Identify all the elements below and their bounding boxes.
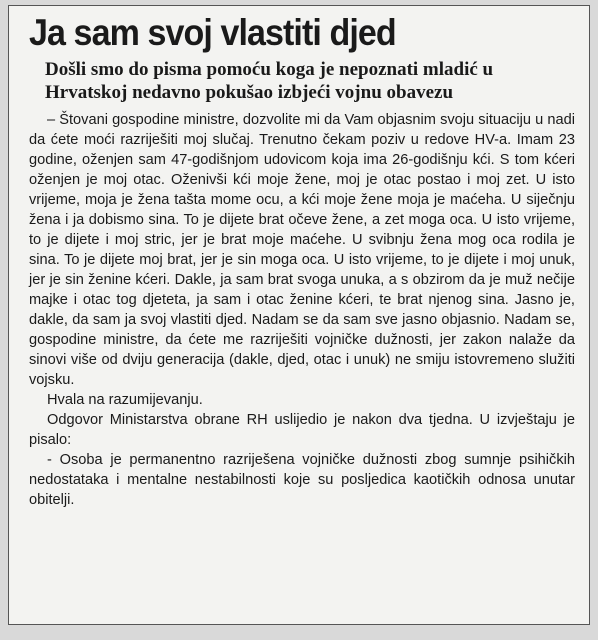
letter-closing: Hvala na razumijevanju. — [47, 392, 203, 408]
article-headline: Ja sam svoj vlastiti djed — [29, 12, 396, 53]
ministry-response-quote: - Osoba je permanentno razriješena vojničke dužnosti zbog sumnje psihičkih nedostataka i mentalne nestabilnosti koje su posljedica kaotičkih odnosa unutar obitelji. — [29, 452, 575, 508]
letter-paragraph: – Štovani gospodine ministre, dozvolite mi da Vam objasnim svoju situaciju u nadi da ćete moći razriješiti moj slučaj. Trenutno čekam poziv u redove HV-a. Imam 23 godine, oženjen sam 47-godišnjom udovicom koja ima 26-godišnju kći. S tom kćeri oženjen je moj otac. Oženivši kći moje žene, moj je otac postao i moj zet. U isto vrijeme, moja je žena tašta mome ocu, a kći moje žene moja je maćeha. U siječnju žena i ja dobismo sina. To je dijete brat očeve žene, a zet moga oca. U isto vrijeme, to je dijete i moj stric, jer je brat moje maćehe. U svibnju žena mog oca rodila je sina. To je dijete moj brat, jer je sin moga oca. U isto vrijeme, to je dijete i moj unuk, jer je sin ženine kćeri. Dakle, ja sam brat svoga unuka, a s obzirom da je muž nečije majke i otac tog djeteta, ja sam i otac ženine kćeri, te brat njenog sina. Jasno je, dakle, da sam ja svoj vlastiti djed. Nadam se da sam sve jasno objasnio. Nadam se, gospodine ministre, da ćete me razriješiti vojničke dužnosti, jer zakon nalaže da sinovi više od dviju generacija (dakle, djed, otac i unuk) ne smiju istovremeno služiti vojsku. — [29, 112, 575, 388]
ministry-response-intro: Odgovor Ministarstva obrane RH uslijedio je nakon dva tjedna. U izvještaju je pisalo: — [29, 412, 575, 448]
article-body — [29, 110, 575, 510]
newspaper-clipping — [8, 5, 590, 625]
article-subheadline: Došli smo do pisma pomoću koga je nepoznati mladić u Hrvatskoj nedavno pokušao izbjeći vojnu obavezu — [45, 59, 494, 103]
